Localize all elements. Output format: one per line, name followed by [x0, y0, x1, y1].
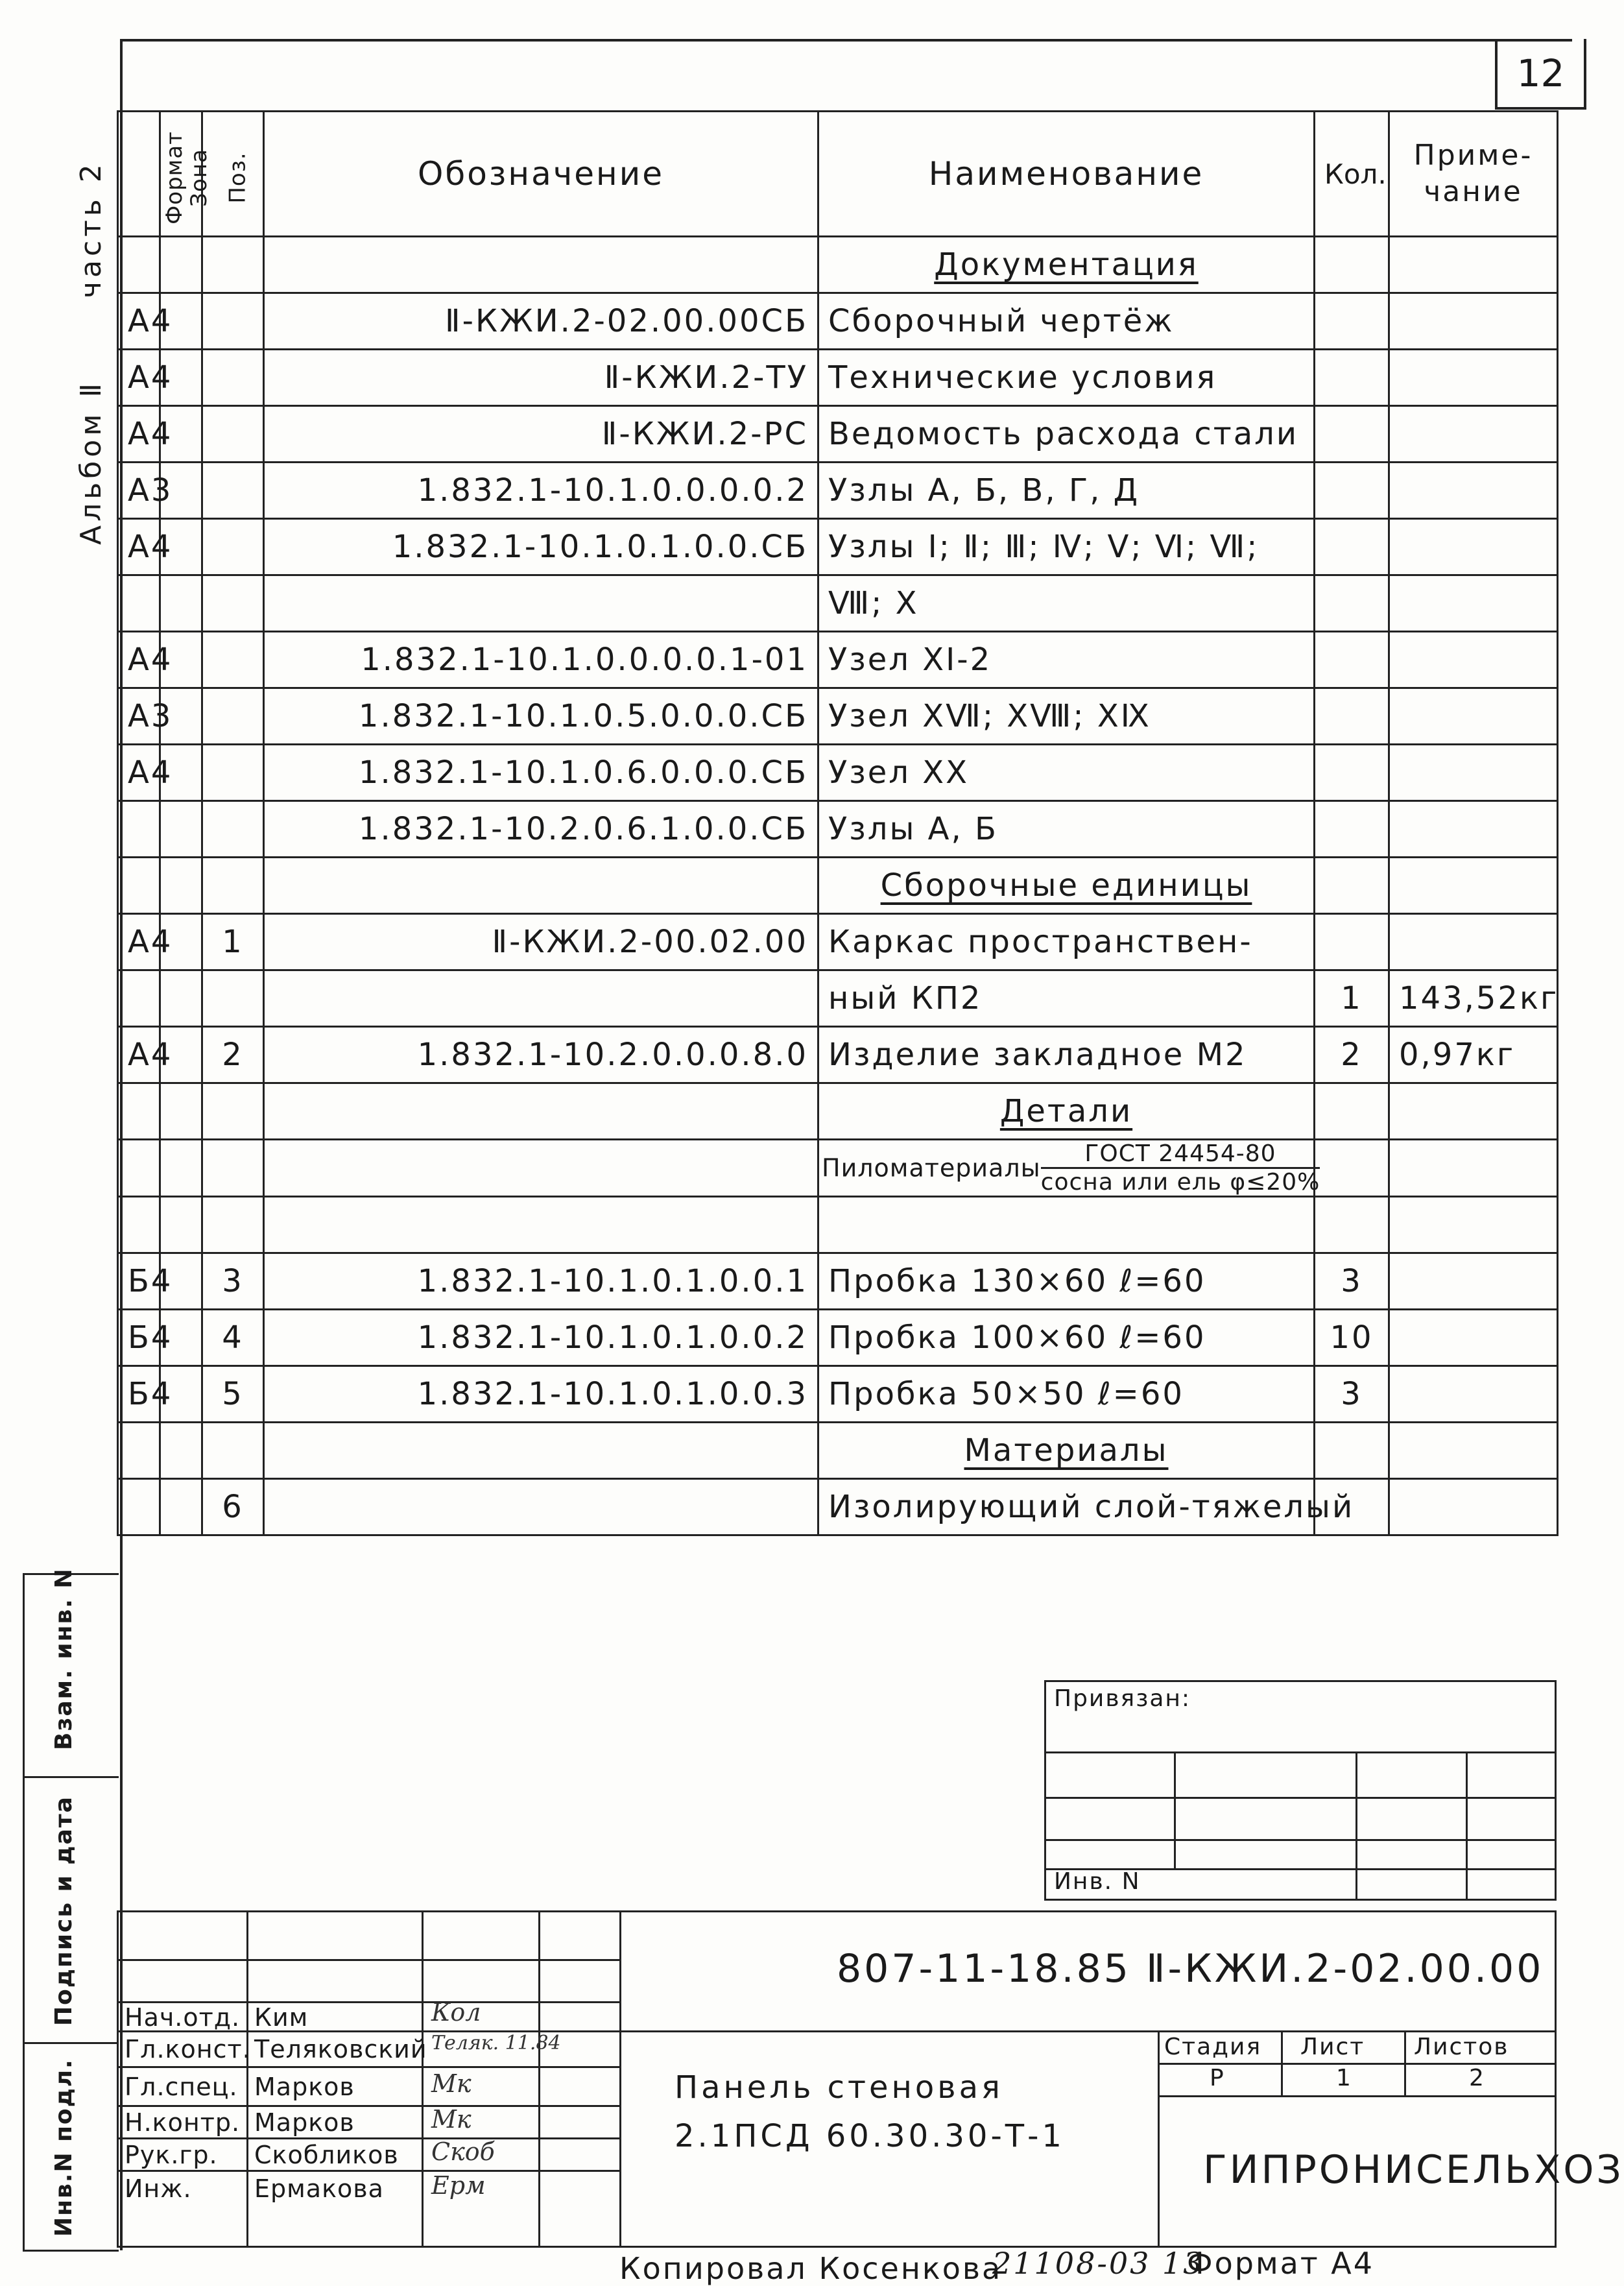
cell-note — [1389, 914, 1558, 970]
cell-format: Б4 — [118, 1366, 160, 1423]
cell-format — [118, 970, 160, 1027]
stage-header: Стадия — [1164, 2034, 1262, 2060]
signer-role: Гл.конст. — [125, 2035, 251, 2063]
cell-zone — [160, 1083, 202, 1140]
signers-divider — [422, 1910, 424, 2248]
header-zone: Зона — [160, 112, 202, 237]
format-label: Формат А4 — [1187, 2246, 1374, 2281]
cell-format — [118, 1423, 160, 1479]
cell-pos — [202, 293, 264, 350]
cell-zone — [160, 801, 202, 858]
cell-qty — [1315, 293, 1389, 350]
sheet-header: Лист — [1300, 2034, 1365, 2060]
cell-zone — [160, 970, 202, 1027]
cell-note — [1389, 237, 1558, 293]
signers-line — [117, 2170, 619, 2172]
header-row — [118, 112, 1558, 237]
cell-qty — [1315, 1083, 1389, 1140]
cell-qty — [1315, 1423, 1389, 1479]
table-row — [118, 237, 1558, 293]
signer-role: Н.контр. — [125, 2108, 241, 2137]
cell-note — [1389, 1140, 1558, 1197]
header-note: Приме-чание — [1389, 112, 1558, 237]
cell-name: Изолирующий слой-тяжелый — [818, 1479, 1315, 1535]
binding-divider — [1355, 1751, 1357, 1901]
cell-name: Материалы — [818, 1423, 1315, 1479]
document-code: 807-11-18.85 Ⅱ-КЖИ.2-02.00.00 — [837, 1946, 1544, 1991]
signer-role: Инж. — [125, 2174, 192, 2203]
page-number: 12 — [1495, 39, 1586, 110]
cell-name: Сборочные единицы — [818, 858, 1315, 914]
cell-pos — [202, 688, 264, 745]
cell-qty — [1315, 914, 1389, 970]
cell-designation — [264, 1083, 818, 1140]
header-pos: Поз. — [202, 112, 264, 237]
signer-name: Марков — [254, 2073, 355, 2101]
stage-line — [1158, 2095, 1557, 2097]
header-designation: Обозначение — [264, 112, 818, 237]
cell-format: А4 — [118, 350, 160, 406]
binding-line — [1044, 1751, 1557, 1753]
cell-note — [1389, 519, 1558, 575]
cell-qty: 10 — [1315, 1310, 1389, 1366]
cell-name: Узел ⅩⅠ-2 — [818, 632, 1315, 688]
cell-note — [1389, 350, 1558, 406]
cell-pos — [202, 970, 264, 1027]
signers-line — [117, 2137, 619, 2139]
cell-qty — [1315, 406, 1389, 463]
cell-name: Детали — [818, 1083, 1315, 1140]
cell-format — [118, 801, 160, 858]
cell-pos — [202, 745, 264, 801]
cell-pos: 4 — [202, 1310, 264, 1366]
cell-designation: 1.832.1-10.1.0.0.0.0.2 — [264, 463, 818, 519]
cell-zone — [160, 1479, 202, 1535]
cell-format: А3 — [118, 463, 160, 519]
cell-pos: 3 — [202, 1253, 264, 1310]
specification-table — [117, 110, 1558, 1536]
cell-zone — [160, 1140, 202, 1197]
cell-pos — [202, 406, 264, 463]
cell-qty — [1315, 463, 1389, 519]
cell-designation — [264, 1197, 818, 1253]
cell-qty — [1315, 1197, 1389, 1253]
cell-designation: 1.832.1-10.1.0.1.0.0.СБ — [264, 519, 818, 575]
cell-designation — [264, 1140, 818, 1197]
cell-name: Узлы Ⅰ; Ⅱ; Ⅲ; Ⅳ; Ⅴ; Ⅵ; Ⅶ; — [818, 519, 1315, 575]
cell-format: А4 — [118, 632, 160, 688]
inv-podl-cell — [25, 2042, 119, 2250]
cell-pos: 6 — [202, 1479, 264, 1535]
table-row — [118, 293, 1558, 350]
cell-designation: 1.832.1-10.1.0.0.0.0.1-01 — [264, 632, 818, 688]
binding-inv-label: Инв. N — [1054, 1868, 1141, 1895]
cell-pos — [202, 1423, 264, 1479]
cell-format: А4 — [118, 293, 160, 350]
cell-pos — [202, 801, 264, 858]
cell-qty — [1315, 350, 1389, 406]
cell-name: Сборочный чертёж — [818, 293, 1315, 350]
signer-role: Гл.спец. — [125, 2073, 238, 2101]
cell-format — [118, 1479, 160, 1535]
table-row — [118, 1140, 1558, 1197]
signer-name: Скобликов — [254, 2141, 399, 2169]
signer-signature: Скоб — [431, 2137, 495, 2166]
cell-zone — [160, 858, 202, 914]
signers-divider — [538, 1910, 540, 2248]
signer-name: Теляковский — [254, 2035, 427, 2063]
cell-note — [1389, 858, 1558, 914]
table-row — [118, 801, 1558, 858]
cell-name: Пробка 100×60 ℓ=60 — [818, 1310, 1315, 1366]
cell-qty: 3 — [1315, 1366, 1389, 1423]
cell-name: Узел ⅩⅩ — [818, 745, 1315, 801]
cell-note — [1389, 1366, 1558, 1423]
signer-signature: Теляк. 11.84 — [431, 2032, 561, 2054]
cell-designation: Ⅱ-КЖИ.2-ТУ — [264, 350, 818, 406]
vzam-label: Взам. инв. N — [51, 1567, 77, 1750]
lumber-standard — [1041, 1140, 1320, 1196]
cell-name: Документация — [818, 237, 1315, 293]
cell-zone — [160, 1197, 202, 1253]
binding-title: Привязан: — [1054, 1685, 1191, 1712]
binding-line — [1044, 1839, 1557, 1841]
sheets-header: Листов — [1414, 2034, 1509, 2060]
lumber-material: сосна или ель φ≤20% — [1040, 1169, 1320, 1196]
cell-designation: 1.832.1-10.1.0.1.0.0.1 — [264, 1253, 818, 1310]
sheet-value: 1 — [1336, 2065, 1352, 2091]
binding-divider — [1466, 1751, 1468, 1901]
cell-qty — [1315, 575, 1389, 632]
cell-note: 0,97кг — [1389, 1027, 1558, 1083]
title-block-divider — [619, 2030, 1557, 2032]
cell-format: А4 — [118, 914, 160, 970]
cell-designation — [264, 858, 818, 914]
cell-zone — [160, 1423, 202, 1479]
product-name-line1: Панель стеновая — [675, 2069, 1003, 2106]
cell-format — [118, 1140, 160, 1197]
copied-by: Копировал Косенкова — [619, 2251, 1003, 2286]
table-row — [118, 575, 1558, 632]
signers-divider — [246, 1910, 248, 2248]
table-row — [118, 1366, 1558, 1423]
cell-note — [1389, 632, 1558, 688]
signers-line — [117, 1959, 619, 1961]
cell-pos — [202, 1083, 264, 1140]
table-row — [118, 1423, 1558, 1479]
part-label: часть 2 — [75, 160, 108, 298]
header-name: Наименование — [818, 112, 1315, 237]
cell-designation: Ⅱ-КЖИ.2-РС — [264, 406, 818, 463]
table-row — [118, 406, 1558, 463]
cell-name — [818, 1140, 1320, 1197]
cell-note — [1389, 1479, 1558, 1535]
sheets-value: 2 — [1469, 2065, 1485, 2091]
cell-note — [1389, 463, 1558, 519]
cell-name — [818, 1197, 1315, 1253]
header-format: Формат — [118, 112, 160, 237]
table-row — [118, 1197, 1558, 1253]
cell-note — [1389, 406, 1558, 463]
signer-name: Ким — [254, 2003, 309, 2032]
binding-box — [1044, 1680, 1557, 1901]
cell-designation: 1.832.1-10.2.0.0.0.8.0 — [264, 1027, 818, 1083]
album-label: Альбом Ⅱ — [75, 379, 108, 545]
cell-pos — [202, 1197, 264, 1253]
table-row — [118, 350, 1558, 406]
cell-name: Пробка 130×60 ℓ=60 — [818, 1253, 1315, 1310]
cell-format — [118, 1083, 160, 1140]
cell-pos — [202, 1140, 264, 1197]
product-name-line2: 2.1ПСД 60.30.30-Т-1 — [675, 2118, 1065, 2154]
cell-format: А4 — [118, 1027, 160, 1083]
cell-qty — [1315, 745, 1389, 801]
cell-qty — [1315, 858, 1389, 914]
cell-designation: Ⅱ-КЖИ.2-02.00.00СБ — [264, 293, 818, 350]
archive-number: 21108-03 13 — [992, 2246, 1204, 2281]
cell-qty — [1315, 632, 1389, 688]
cell-note — [1389, 801, 1558, 858]
cell-format — [118, 575, 160, 632]
cell-pos — [202, 575, 264, 632]
cell-name: Изделие закладное М2 — [818, 1027, 1315, 1083]
cell-format: Б4 — [118, 1310, 160, 1366]
cell-pos: 5 — [202, 1366, 264, 1423]
cell-pos — [202, 350, 264, 406]
cell-name: ный КП2 — [818, 970, 1315, 1027]
cell-name: Узлы А, Б — [818, 801, 1315, 858]
cell-note — [1389, 293, 1558, 350]
inv-podl-label: Инв.N подл. — [51, 2058, 77, 2237]
cell-pos: 1 — [202, 914, 264, 970]
title-block-divider — [619, 1910, 621, 2248]
signer-signature: Мк — [431, 2105, 472, 2134]
table-row — [118, 632, 1558, 688]
cell-qty: 1 — [1315, 970, 1389, 1027]
cell-designation: 1.832.1-10.1.0.1.0.0.3 — [264, 1366, 818, 1423]
cell-designation: 1.832.1-10.2.0.6.1.0.0.СБ — [264, 801, 818, 858]
table-row — [118, 688, 1558, 745]
header-qty: Кол. — [1315, 112, 1389, 237]
signers-line — [117, 2066, 619, 2068]
cell-qty — [1315, 1140, 1389, 1197]
cell-pos — [202, 463, 264, 519]
table-row — [118, 1479, 1558, 1535]
cell-designation: 1.832.1-10.1.0.1.0.0.2 — [264, 1310, 818, 1366]
cell-name: Узел ⅩⅦ; ⅩⅧ; ⅩⅨ — [818, 688, 1315, 745]
cell-format: А4 — [118, 406, 160, 463]
table-row — [118, 1027, 1558, 1083]
cell-note — [1389, 1423, 1558, 1479]
cell-format: А4 — [118, 519, 160, 575]
cell-format — [118, 858, 160, 914]
cell-note — [1389, 1310, 1558, 1366]
stage-value: Р — [1210, 2065, 1225, 2091]
vzam-cell — [25, 1567, 119, 1778]
cell-designation — [264, 237, 818, 293]
signer-signature: Мк — [431, 2069, 472, 2098]
cell-zone — [160, 237, 202, 293]
cell-designation: 1.832.1-10.1.0.5.0.0.0.СБ — [264, 688, 818, 745]
left-stamp-column — [23, 1567, 119, 2252]
cell-note — [1389, 1197, 1558, 1253]
cell-format: А4 — [118, 745, 160, 801]
cell-designation: 1.832.1-10.1.0.6.0.0.0.СБ — [264, 745, 818, 801]
cell-pos — [202, 519, 264, 575]
cell-format — [118, 1197, 160, 1253]
cell-designation — [264, 970, 818, 1027]
table-row — [118, 914, 1558, 970]
table-row — [118, 745, 1558, 801]
cell-note: 143,52кг — [1389, 970, 1558, 1027]
cell-qty — [1315, 801, 1389, 858]
cell-name: Пробка 50×50 ℓ=60 — [818, 1366, 1315, 1423]
cell-note — [1389, 1253, 1558, 1310]
cell-format — [118, 237, 160, 293]
cell-qty — [1315, 519, 1389, 575]
table-row — [118, 519, 1558, 575]
cell-format: Б4 — [118, 1253, 160, 1310]
table-row — [118, 970, 1558, 1027]
cell-name: Ⅷ; Ⅹ — [818, 575, 1315, 632]
cell-designation — [264, 1479, 818, 1535]
binding-divider — [1174, 1751, 1176, 1868]
cell-note — [1389, 688, 1558, 745]
signer-role: Нач.отд. — [125, 2003, 241, 2032]
signer-signature: Ерм — [431, 2171, 486, 2200]
signers-line — [117, 2105, 619, 2107]
lumber-gost: ГОСТ 24454-80 — [1041, 1140, 1320, 1169]
binding-line — [1044, 1797, 1557, 1799]
cell-qty — [1315, 237, 1389, 293]
cell-name: Каркас пространствен- — [818, 914, 1315, 970]
table-row — [118, 1083, 1558, 1140]
cell-zone — [160, 575, 202, 632]
table-row — [118, 858, 1558, 914]
cell-designation — [264, 575, 818, 632]
cell-qty: 3 — [1315, 1253, 1389, 1310]
cell-name: Технические условия — [818, 350, 1315, 406]
lumber-label: Пиломатериалы — [822, 1153, 1041, 1183]
cell-pos — [202, 858, 264, 914]
table-row — [118, 1310, 1558, 1366]
cell-note — [1389, 745, 1558, 801]
cell-pos — [202, 632, 264, 688]
cell-qty: 2 — [1315, 1027, 1389, 1083]
cell-note — [1389, 1083, 1558, 1140]
signer-signature: Кол — [431, 1998, 481, 2027]
cell-designation: Ⅱ-КЖИ.2-00.02.00 — [264, 914, 818, 970]
cell-format: А3 — [118, 688, 160, 745]
table-row — [118, 1253, 1558, 1310]
cell-name: Ведомость расхода стали — [818, 406, 1315, 463]
cell-name: Узлы А, Б, В, Г, Д — [818, 463, 1315, 519]
sign-date-label: Подпись и дата — [51, 1796, 77, 2026]
cell-pos — [202, 237, 264, 293]
cell-pos: 2 — [202, 1027, 264, 1083]
cell-qty — [1315, 688, 1389, 745]
organization-name: ГИПРОНИСЕЛЬХОЗ — [1203, 2147, 1624, 2193]
cell-note — [1389, 575, 1558, 632]
signer-name: Ермакова — [254, 2174, 384, 2203]
cell-designation — [264, 1423, 818, 1479]
table-row — [118, 463, 1558, 519]
signer-role: Рук.гр. — [125, 2141, 218, 2169]
sign-date-cell — [25, 1776, 119, 2044]
signer-name: Марков — [254, 2108, 355, 2137]
